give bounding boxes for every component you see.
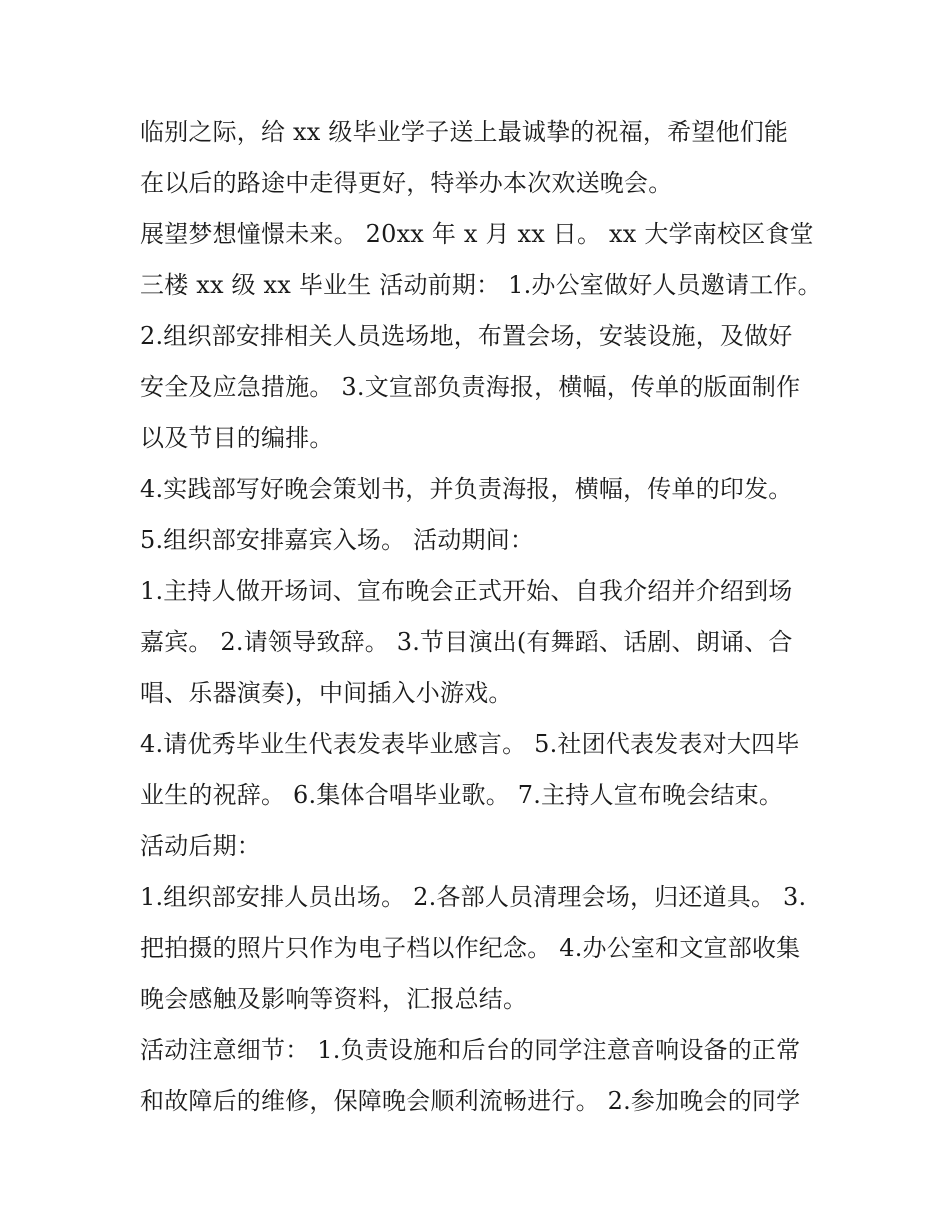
text-line: 活动注意细节： 1.负责设施和后台的同学注意音响设备的正常	[140, 1036, 801, 1064]
text-line: 三楼 xx 级 xx 毕业生 活动前期： 1.办公室做好人员邀请工作。	[140, 271, 822, 299]
text-line: 活动后期：	[140, 832, 261, 860]
text-line: 4.请优秀毕业生代表发表毕业感言。 5.社团代表发表对大四毕	[140, 730, 800, 758]
text-line: 业生的祝辞。 6.集体合唱毕业歌。 7.主持人宣布晚会结束。	[140, 781, 784, 809]
text-line: 临别之际，给 xx 级毕业学子送上最诚挚的祝福，希望他们能	[140, 118, 789, 146]
text-line: 晚会感触及影响等资料，汇报总结。	[140, 985, 528, 1013]
text-line: 以及节目的编排。	[140, 424, 334, 452]
text-line: 4.实践部写好晚会策划书，并负责海报，横幅，传单的印发。	[140, 475, 793, 503]
text-line: 1.组织部安排人员出场。 2.各部人员清理会场，归还道具。 3.	[140, 883, 807, 911]
text-line: 唱、乐器演奏)，中间插入小游戏。	[140, 679, 513, 707]
text-line: 嘉宾。 2.请领导致辞。 3.节目演出(有舞蹈、话剧、朗诵、合	[140, 628, 793, 656]
document-body	[140, 107, 820, 1127]
text-line: 5.组织部安排嘉宾入场。 活动期间：	[140, 526, 535, 554]
text-line: 把拍摄的照片只作为电子档以作纪念。 4.办公室和文宣部收集	[140, 934, 801, 962]
text-line: 1.主持人做开场词、宣布晚会正式开始、自我介绍并介绍到场	[140, 577, 793, 605]
text-line: 展望梦想憧憬未来。 20xx 年 x 月 xx 日。 xx 大学南校区食堂	[140, 220, 814, 248]
text-line: 在以后的路途中走得更好，特举办本次欢送晚会。	[140, 169, 673, 197]
text-line: 和故障后的维修，保障晚会顺利流畅进行。 2.参加晚会的同学	[140, 1087, 801, 1115]
text-line: 安全及应急措施。 3.文宣部负责海报，横幅，传单的版面制作	[140, 373, 801, 401]
text-line: 2.组织部安排相关人员选场地，布置会场，安装设施，及做好	[140, 322, 793, 350]
